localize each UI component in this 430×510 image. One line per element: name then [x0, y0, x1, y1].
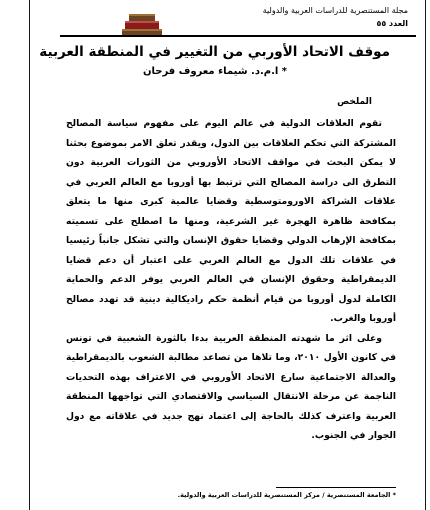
abstract-heading: الملخص — [337, 97, 372, 107]
abstract-body — [66, 114, 396, 446]
article-title: موقف الاتحاد الأوربي من التغيير في المنطقة العربية — [39, 44, 390, 60]
footnote: * الجامعة المستنصرية / مركز المستنصرية للدراسات العربية والدولية. — [177, 491, 396, 499]
footnote-divider — [276, 487, 396, 488]
issue-label: العدد ٥٥ — [376, 19, 408, 28]
author-line: * ا.م.د. شيماء معروف فرحان — [142, 66, 288, 77]
header-divider — [60, 35, 416, 37]
abstract-paragraph-2: وعلى اثر ما شهدته المنطقة العربية بدءا بالثورة الشعبية في تونس في كانون الأول ٢٠١٠، وما تلاها من تصاعد مطالبة الشعوب بالديمقراطية والعدالة الاجتماعية سارع الاتحاد الأوروبي في الاعتراف بهذه التحديات الناجمة عن مرحلة الانتقال السياسي والاقتصادي التي تواجهها المنطقة العربية واعترف كذلك بالحاجة إلى اعتماد نهج جديد في علاقاته مع دول الجوار في الجنوب. — [66, 332, 396, 441]
journal-header — [60, 6, 420, 38]
journal-title: مجلة المستنصرية للدراسات العربية والدولية — [262, 6, 408, 15]
abstract-paragraph-1: تقوم العلاقات الدولية في عالم اليوم على مفهوم سياسة المصالح المشتركة التي تحكم العلاقات بين الدول، ويقدر تعلق الامر بموضوع بحثنا لا يمكن البحث في مواقف الاتحاد الأوروبي من الثورات العربية دون التطرق الى دراسة المصالح التي ترتبط بها أوروبا مع العالم العربي في علاقات الشراكة الاورومتوسطية وقضايا عالمية كبرى منها ما يتعلق بمكافحة ظاهرة الهجرة غير الشرعية، ومنها ما اصطلح على تسميته بمكافحة الإرهاب الدولي وقضايا حقوق الإنسان والتي تشكل جانباً رئيسيا في علاقات تلك الدول مع العالم العربي على اعتبار أن دعم قضايا الديمقراطية وحقوق الإنسان في العالم العربي يوفر الدعم والحماية الكاملة لدول أوروبا من قيام أنظمة حكم راديكالية دينية قد تهدد مصالح أوروبا والغرب. — [66, 118, 396, 324]
